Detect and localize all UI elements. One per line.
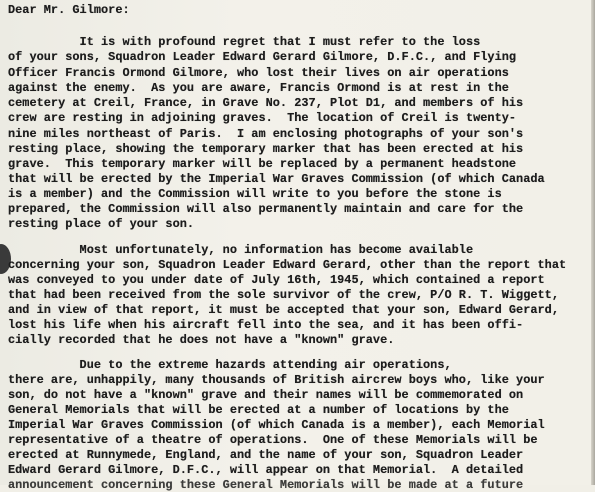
salutation: Dear Mr. Gilmore:: [8, 3, 130, 17]
paragraph-1-line: crew are resting in adjoining graves. The location of Creil is twenty-: [8, 111, 517, 125]
paragraph-2-line: that had been received from the sole survivor of the crew, P/O R. T. Wiggett,: [8, 288, 559, 302]
paragraph-2-line: was conveyed to you under date of July 16th, 1945, which contained a report: [8, 273, 545, 287]
paragraph-3-line: Edward Gerard Gilmore, D.F.C., will appear on that Memorial. A detailed: [8, 463, 524, 477]
paragraph-1-line: prepared, the Commission will also permanently maintain and care for the: [8, 202, 524, 216]
paragraph-2-line: and in view of that report, it must be accepted that your son, Edward Gerard,: [8, 303, 559, 317]
paragraph-1-line: is a member) and the Commission will write to you before the stone is: [8, 187, 502, 201]
paragraph-2-line: concerning your son, Squadron Leader Edward Gerard, other than the report that: [8, 258, 567, 272]
paragraph-1-line: resting place, showing the temporary marker that has been erected at his: [8, 142, 524, 156]
page-edge: [591, 0, 595, 485]
paragraph-1-line: grave. This temporary marker will be replaced by a permanent headstone: [8, 157, 517, 171]
paragraph-3-line: Due to the extreme hazards attending air operations,: [8, 358, 452, 372]
paragraph-1-line: against the enemy. As you are aware, Francis Ormond is at rest in the: [8, 81, 509, 95]
paragraph-3-line: announcement concerning these General Memorials will be made at a future: [8, 478, 524, 492]
paragraph-3-line: Imperial War Graves Commission (of which Canada is a member), each Memorial: [8, 418, 545, 432]
paragraph-1-line: of your sons, Squadron Leader Edward Gerard Gilmore, D.F.C., and Flying: [8, 50, 517, 64]
paragraph-2-line: Most unfortunately, no information has become available: [8, 243, 474, 257]
paragraph-1-line: cemetery at Creil, France, in Grave No. 237, Plot D1, and members of his: [8, 96, 524, 110]
paragraph-1-line: that will be erected by the Imperial War Graves Commission (of which Canada: [8, 172, 545, 186]
paragraph-3-line: General Memorials that will be erected at a number of locations by the: [8, 403, 509, 417]
paragraph-1-line: Officer Francis Ormond Gilmore, who lost their lives on air operations: [8, 66, 509, 80]
paragraph-3-line: representative of a theatre of operations. One of these Memorials will be: [8, 433, 538, 447]
paragraph-2-line: cially recorded that he does not have a "known" grave.: [8, 333, 395, 347]
paragraph-3-line: there are, unhappily, many thousands of British aircrew boys who, like your: [8, 373, 545, 387]
paragraph-3-line: erected at Runnymede, England, and the name of your son, Squadron Leader: [8, 448, 524, 462]
paragraph-2-line: lost his life when his aircraft fell into the sea, and it has been offi-: [8, 318, 524, 332]
paragraph-1-line: nine miles northeast of Paris. I am enclosing photographs of your son's: [8, 127, 524, 141]
paragraph-1-line: resting place of your son.: [8, 217, 195, 231]
paragraph-3-line: son, do not have a "known" grave and their names will be commemorated on: [8, 388, 524, 402]
paragraph-1-line: It is with profound regret that I must refer to the loss: [8, 35, 481, 49]
